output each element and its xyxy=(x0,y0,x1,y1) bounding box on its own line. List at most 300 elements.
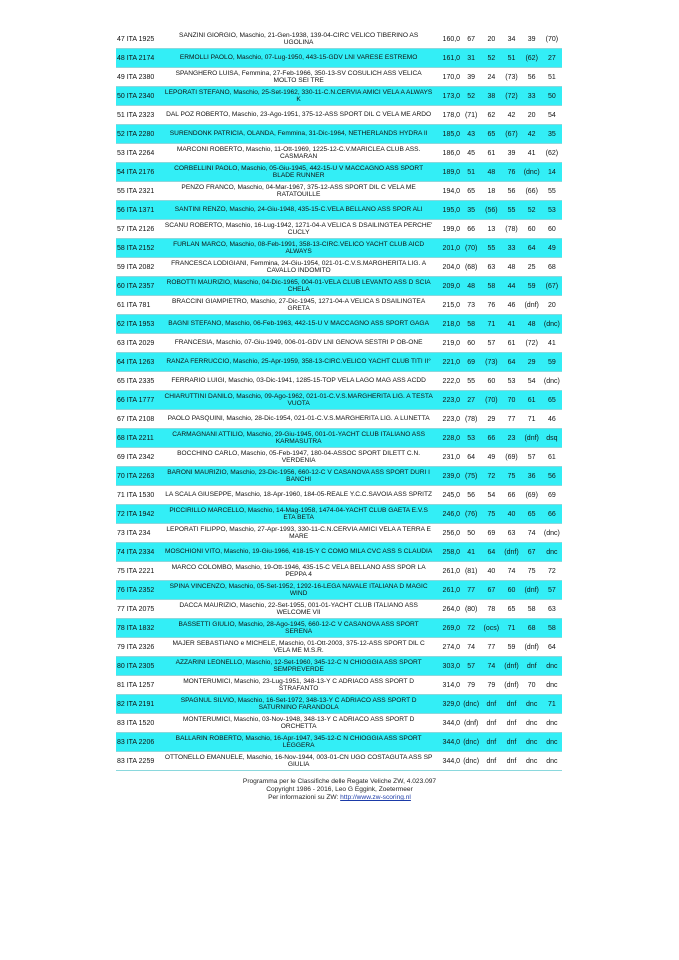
race-score-cell: 35 xyxy=(542,125,562,144)
total-points-cell: 173,0 xyxy=(434,87,461,106)
table-row xyxy=(116,49,562,68)
race-score-cell: 50 xyxy=(542,87,562,106)
race-score-cell: 79 xyxy=(461,676,481,695)
race-score-cell: (66) xyxy=(522,182,542,201)
competitor-cell: CHIARUTTINI DANILO, Maschio, 09-Ago-1962, 021-01-C.V.S.MARGHERITA LIG. A TESTA VUOTA xyxy=(163,391,433,410)
table-row xyxy=(116,296,562,315)
race-score-cell: 63 xyxy=(501,524,521,543)
total-points-cell: 314,0 xyxy=(434,676,461,695)
race-score-cell: 60 xyxy=(461,334,481,353)
table-row xyxy=(116,581,562,600)
race-score-cell: (69) xyxy=(501,448,521,467)
table-row xyxy=(116,410,562,429)
position-sail-cell: 61 ITA 781 xyxy=(116,296,163,315)
race-score-cell: dnf xyxy=(481,714,501,733)
competitor-cell: MONTERUMICI, Maschio, 23-Lug-1951, 348-13-Y C ADRIACO ASS SPORT D STRAFANTO xyxy=(163,676,433,695)
total-points-cell: 228,0 xyxy=(434,429,461,448)
total-points-cell: 204,0 xyxy=(434,258,461,277)
race-score-cell: 57 xyxy=(461,657,481,676)
race-score-cell: 63 xyxy=(542,600,562,619)
race-score-cell: 62 xyxy=(481,106,501,125)
race-score-cell: 55 xyxy=(542,182,562,201)
race-score-cell: 49 xyxy=(542,239,562,258)
race-score-cell: 72 xyxy=(461,619,481,638)
race-score-cell: (75) xyxy=(461,467,481,486)
position-sail-cell: 81 ITA 1257 xyxy=(116,676,163,695)
race-score-cell: 72 xyxy=(542,562,562,581)
race-score-cell: 27 xyxy=(542,49,562,68)
race-score-cell: 13 xyxy=(481,220,501,239)
table-row xyxy=(116,277,562,296)
competitor-cell: BRACCINI GIAMPIETRO, Maschio, 27-Dic-1945, 1271-04-A VELICA S DSAILINGTEA GRETA xyxy=(163,296,433,315)
position-sail-cell: 51 ITA 2323 xyxy=(116,106,163,125)
competitor-cell: SPINA VINCENZO, Maschio, 05-Set-1952, 1292-16-LEGA NAVALE ITALIANA D MAGIC WIND xyxy=(163,581,433,600)
race-score-cell: 43 xyxy=(461,125,481,144)
position-sail-cell: 63 ITA 2029 xyxy=(116,334,163,353)
table-row xyxy=(116,562,562,581)
position-sail-cell: 66 ITA 1777 xyxy=(116,391,163,410)
race-score-cell: 74 xyxy=(522,524,542,543)
total-points-cell: 215,0 xyxy=(434,296,461,315)
competitor-cell: PICCIRILLO MARCELLO, Maschio, 14-Mag-1958, 1474-04-YACHT CLUB GAETA E.V.S ETA BETA xyxy=(163,505,433,524)
race-score-cell: 50 xyxy=(461,524,481,543)
table-row xyxy=(116,448,562,467)
results-table xyxy=(116,30,562,771)
race-score-cell: (56) xyxy=(481,201,501,220)
race-score-cell: 77 xyxy=(461,581,481,600)
race-score-cell: 64 xyxy=(522,239,542,258)
race-score-cell: 66 xyxy=(481,429,501,448)
race-score-cell: 65 xyxy=(481,125,501,144)
total-points-cell: 194,0 xyxy=(434,182,461,201)
competitor-cell: FRANCESIA, Maschio, 07-Giu-1949, 006-01-GDV LNI GENOVA SESTRI P OB-ONE xyxy=(163,334,433,353)
race-score-cell: dnc xyxy=(522,714,542,733)
position-sail-cell: 67 ITA 2108 xyxy=(116,410,163,429)
race-score-cell: 41 xyxy=(542,334,562,353)
race-score-cell: 59 xyxy=(522,277,542,296)
total-points-cell: 199,0 xyxy=(434,220,461,239)
position-sail-cell: 50 ITA 2340 xyxy=(116,87,163,106)
total-points-cell: 160,0 xyxy=(434,30,461,49)
race-score-cell: 54 xyxy=(542,106,562,125)
competitor-cell: MOSCHIONI VITO, Maschio, 19-Giu-1966, 418-15-Y C COMO MILA CVC ASS S CLAUDIA xyxy=(163,543,433,562)
total-points-cell: 258,0 xyxy=(434,543,461,562)
position-sail-cell: 58 ITA 2152 xyxy=(116,239,163,258)
competitor-cell: OTTONELLO EMANUELE, Maschio, 16-Nov-1944, 003-01-CN UGO COSTAGUTA ASS SP GIULIA xyxy=(163,752,433,771)
race-score-cell: 51 xyxy=(501,49,521,68)
position-sail-cell: 80 ITA 2305 xyxy=(116,657,163,676)
total-points-cell: 209,0 xyxy=(434,277,461,296)
race-score-cell: 20 xyxy=(481,30,501,49)
table-row xyxy=(116,220,562,239)
footer-info-prefix: Per informazioni su ZW: xyxy=(268,794,341,801)
race-score-cell: (dnc) xyxy=(542,372,562,391)
race-score-cell: (78) xyxy=(501,220,521,239)
position-sail-cell: 83 ITA 2206 xyxy=(116,733,163,752)
race-score-cell: (62) xyxy=(522,49,542,68)
race-score-cell: 61 xyxy=(481,144,501,163)
race-score-cell: 65 xyxy=(461,182,481,201)
race-score-cell: dnc xyxy=(542,714,562,733)
total-points-cell: 223,0 xyxy=(434,410,461,429)
race-score-cell: (dnf) xyxy=(522,296,542,315)
table-row xyxy=(116,144,562,163)
table-row xyxy=(116,619,562,638)
table-row xyxy=(116,752,562,771)
table-row xyxy=(116,524,562,543)
race-score-cell: (73) xyxy=(501,68,521,87)
total-points-cell: 274,0 xyxy=(434,638,461,657)
race-score-cell: 45 xyxy=(461,144,481,163)
table-row xyxy=(116,638,562,657)
table-row xyxy=(116,600,562,619)
table-row xyxy=(116,353,562,372)
race-score-cell: 14 xyxy=(542,163,562,182)
total-points-cell: 178,0 xyxy=(434,106,461,125)
race-score-cell: (73) xyxy=(481,353,501,372)
competitor-cell: SPANGHERO LUISA, Femmina, 27-Feb-1966, 350-13-SV COSULICH ASS VELICA MOLTO SEI TRE xyxy=(163,68,433,87)
competitor-cell: BAGNI STEFANO, Maschio, 06-Feb-1963, 442-15-U V MACCAGNO ASS SPORT GAGA xyxy=(163,315,433,334)
competitor-cell: LA SCALA GIUSEPPE, Maschio, 18-Apr-1960, 184-05-REALE Y.C.C.SAVOIA ASS SPRITZ xyxy=(163,486,433,505)
race-score-cell: (dnf) xyxy=(522,581,542,600)
race-score-cell: 57 xyxy=(481,334,501,353)
total-points-cell: 223,0 xyxy=(434,391,461,410)
total-points-cell: 245,0 xyxy=(434,486,461,505)
position-sail-cell: 55 ITA 2321 xyxy=(116,182,163,201)
race-score-cell: 54 xyxy=(481,486,501,505)
position-sail-cell: 69 ITA 2342 xyxy=(116,448,163,467)
competitor-cell: ERMOLLI PAOLO, Maschio, 07-Lug-1950, 443-15-GDV LNI VARESE ESTREMO xyxy=(163,49,433,68)
race-score-cell: 55 xyxy=(461,372,481,391)
race-score-cell: 67 xyxy=(461,30,481,49)
race-score-cell: (70) xyxy=(461,239,481,258)
table-row xyxy=(116,391,562,410)
race-score-cell: (dnc) xyxy=(461,733,481,752)
race-score-cell: dnc xyxy=(522,733,542,752)
position-sail-cell: 49 ITA 2380 xyxy=(116,68,163,87)
table-row xyxy=(116,239,562,258)
race-score-cell: (dnf) xyxy=(522,638,542,657)
race-score-cell: dnf xyxy=(501,695,521,714)
competitor-cell: ROBOTTI MAURIZIO, Maschio, 04-Dic-1965, 004-01-VELA CLUB LEVANTO ASS D SCIA CHELA xyxy=(163,277,433,296)
race-score-cell: 48 xyxy=(481,163,501,182)
race-score-cell: 57 xyxy=(522,448,542,467)
total-points-cell: 344,0 xyxy=(434,714,461,733)
position-sail-cell: 77 ITA 2075 xyxy=(116,600,163,619)
race-score-cell: dnf xyxy=(481,752,501,771)
race-score-cell: dnc xyxy=(542,733,562,752)
total-points-cell: 344,0 xyxy=(434,733,461,752)
race-score-cell: 64 xyxy=(461,448,481,467)
race-score-cell: 75 xyxy=(481,505,501,524)
total-points-cell: 246,0 xyxy=(434,505,461,524)
table-row xyxy=(116,334,562,353)
table-row xyxy=(116,676,562,695)
race-score-cell: 63 xyxy=(481,258,501,277)
race-score-cell: 64 xyxy=(501,353,521,372)
total-points-cell: 186,0 xyxy=(434,144,461,163)
race-score-cell: 71 xyxy=(481,315,501,334)
position-sail-cell: 64 ITA 1263 xyxy=(116,353,163,372)
race-score-cell: 60 xyxy=(542,220,562,239)
race-score-cell: 74 xyxy=(501,562,521,581)
race-score-cell: 71 xyxy=(501,619,521,638)
total-points-cell: 185,0 xyxy=(434,125,461,144)
position-sail-cell: 72 ITA 1942 xyxy=(116,505,163,524)
race-score-cell: 48 xyxy=(522,315,542,334)
race-score-cell: (dnf) xyxy=(501,543,521,562)
race-score-cell: (68) xyxy=(461,258,481,277)
race-score-cell: (dnc) xyxy=(542,315,562,334)
race-score-cell: dnf xyxy=(501,733,521,752)
race-score-cell: 39 xyxy=(461,68,481,87)
race-score-cell: 57 xyxy=(542,581,562,600)
race-score-cell: 40 xyxy=(501,505,521,524)
position-sail-cell: 75 ITA 2221 xyxy=(116,562,163,581)
race-score-cell: 38 xyxy=(481,87,501,106)
race-score-cell: 77 xyxy=(501,410,521,429)
race-score-cell: (81) xyxy=(461,562,481,581)
race-score-cell: dnc xyxy=(542,676,562,695)
race-score-cell: 76 xyxy=(501,163,521,182)
footer-copyright-line: Copyright 1986 - 2016, Leo G Eggink, Zoetermeer xyxy=(266,786,413,793)
race-score-cell: 24 xyxy=(481,68,501,87)
race-score-cell: 54 xyxy=(522,372,542,391)
position-sail-cell: 48 ITA 2174 xyxy=(116,49,163,68)
table-row xyxy=(116,87,562,106)
total-points-cell: 264,0 xyxy=(434,600,461,619)
position-sail-cell: 79 ITA 2326 xyxy=(116,638,163,657)
table-row xyxy=(116,315,562,334)
race-score-cell: 53 xyxy=(501,372,521,391)
table-row xyxy=(116,467,562,486)
race-score-cell: 48 xyxy=(501,258,521,277)
position-sail-cell: 54 ITA 2176 xyxy=(116,163,163,182)
position-sail-cell: 70 ITA 2263 xyxy=(116,467,163,486)
race-score-cell: 58 xyxy=(542,619,562,638)
footer-info-line xyxy=(0,794,679,802)
race-score-cell: 44 xyxy=(501,277,521,296)
race-score-cell: (62) xyxy=(542,144,562,163)
race-score-cell: (76) xyxy=(461,505,481,524)
race-score-cell: (ocs) xyxy=(481,619,501,638)
race-score-cell: 58 xyxy=(481,277,501,296)
competitor-cell: DAL POZ ROBERTO, Maschio, 23-Ago-1951, 375-12-ASS SPORT DIL C VELA ME ARDO xyxy=(163,106,433,125)
race-score-cell: 71 xyxy=(522,410,542,429)
table-row xyxy=(116,68,562,87)
race-score-cell: 56 xyxy=(501,182,521,201)
race-score-cell: 39 xyxy=(501,144,521,163)
competitor-cell: LEPORATI STEFANO, Maschio, 25-Set-1962, 330-11-C.N.CERVIA AMICI VELA A ALWAYS K xyxy=(163,87,433,106)
race-score-cell: 74 xyxy=(461,638,481,657)
competitor-cell: AZZARINI LEONELLO, Maschio, 12-Set-1960, 345-12-C N CHIOGGIA ASS SPORT SEMPREVERDE xyxy=(163,657,433,676)
race-score-cell: 20 xyxy=(522,106,542,125)
race-score-cell: (69) xyxy=(522,486,542,505)
race-score-cell: dnf xyxy=(481,695,501,714)
race-score-cell: 51 xyxy=(461,163,481,182)
table-row xyxy=(116,543,562,562)
race-score-cell: 23 xyxy=(501,429,521,448)
race-score-cell: 36 xyxy=(522,467,542,486)
race-score-cell: 31 xyxy=(461,49,481,68)
table-row xyxy=(116,733,562,752)
position-sail-cell: 47 ITA 1925 xyxy=(116,30,163,49)
race-score-cell: dsq xyxy=(542,429,562,448)
competitor-cell: CARMAGNANI ATTILIO, Maschio, 29-Giu-1945, 001-01-YACHT CLUB ITALIANO ASS KARMASUTRA xyxy=(163,429,433,448)
competitor-cell: FURLAN MARCO, Maschio, 08-Feb-1991, 358-13-CIRC.VELICO YACHT CLUB AICD ALWAYS xyxy=(163,239,433,258)
race-score-cell: 65 xyxy=(542,391,562,410)
race-score-cell: 20 xyxy=(542,296,562,315)
table-row xyxy=(116,695,562,714)
race-score-cell: 64 xyxy=(481,543,501,562)
position-sail-cell: 59 ITA 2082 xyxy=(116,258,163,277)
race-score-cell: (70) xyxy=(542,30,562,49)
race-score-cell: 51 xyxy=(542,68,562,87)
race-score-cell: 67 xyxy=(522,543,542,562)
race-score-cell: 29 xyxy=(522,353,542,372)
race-score-cell: (dnf) xyxy=(501,657,521,676)
race-score-cell: (80) xyxy=(461,600,481,619)
race-score-cell: 56 xyxy=(522,68,542,87)
race-score-cell: dnc xyxy=(542,752,562,771)
race-score-cell: (dnc) xyxy=(522,163,542,182)
total-points-cell: 195,0 xyxy=(434,201,461,220)
race-score-cell: 76 xyxy=(481,296,501,315)
race-score-cell: 53 xyxy=(542,201,562,220)
competitor-cell: FRANCESCA LODIGIANI, Femmina, 24-Giu-1954, 021-01-C.V.S.MARGHERITA LIG. A CAVALLO INDOMITO xyxy=(163,258,433,277)
position-sail-cell: 73 ITA 234 xyxy=(116,524,163,543)
race-score-cell: 18 xyxy=(481,182,501,201)
race-score-cell: 70 xyxy=(501,391,521,410)
race-score-cell: dnc xyxy=(542,543,562,562)
race-score-cell: 42 xyxy=(501,106,521,125)
race-score-cell: 60 xyxy=(522,220,542,239)
race-score-cell: dnf xyxy=(522,657,542,676)
table-row xyxy=(116,657,562,676)
race-score-cell: 41 xyxy=(461,543,481,562)
competitor-cell: RANZA FERRUCCIO, Maschio, 25-Apr-1959, 358-13-CIRC.VELICO YACHT CLUB TITI II° xyxy=(163,353,433,372)
footer xyxy=(0,778,679,802)
race-score-cell: 66 xyxy=(461,220,481,239)
position-sail-cell: 57 ITA 2126 xyxy=(116,220,163,239)
race-score-cell: dnf xyxy=(501,752,521,771)
race-score-cell: dnc xyxy=(522,752,542,771)
race-score-cell: 55 xyxy=(501,201,521,220)
competitor-cell: MAJER SEBASTIANO e MICHELE, Maschio, 01-Ott-2003, 375-12-ASS SPORT DIL C VELA ME M.S.R. xyxy=(163,638,433,657)
table-row xyxy=(116,505,562,524)
race-score-cell: 46 xyxy=(501,296,521,315)
total-points-cell: 222,0 xyxy=(434,372,461,391)
competitor-cell: MARCONI ROBERTO, Maschio, 11-Ott-1969, 1225-12-C.V.MARICLEA CLUB ASS. CASMARAN xyxy=(163,144,433,163)
race-score-cell: 39 xyxy=(522,30,542,49)
race-score-cell: (67) xyxy=(542,277,562,296)
table-row xyxy=(116,163,562,182)
race-score-cell: (78) xyxy=(461,410,481,429)
race-score-cell: 77 xyxy=(481,638,501,657)
position-sail-cell: 60 ITA 2357 xyxy=(116,277,163,296)
race-score-cell: 55 xyxy=(481,239,501,258)
table-row xyxy=(116,182,562,201)
race-score-cell: 67 xyxy=(481,581,501,600)
race-score-cell: (72) xyxy=(522,334,542,353)
race-score-cell: 68 xyxy=(522,619,542,638)
position-sail-cell: 78 ITA 1832 xyxy=(116,619,163,638)
race-score-cell: 69 xyxy=(461,353,481,372)
total-points-cell: 170,0 xyxy=(434,68,461,87)
competitor-cell: CORBELLINI PAOLO, Maschio, 05-Giu-1945, 442-15-U V MACCAGNO ASS SPORT BLADE RUNNER xyxy=(163,163,433,182)
race-score-cell: 66 xyxy=(542,505,562,524)
race-score-cell: 59 xyxy=(542,353,562,372)
race-score-cell: dnc xyxy=(542,657,562,676)
race-score-cell: dnf xyxy=(481,733,501,752)
position-sail-cell: 62 ITA 1953 xyxy=(116,315,163,334)
competitor-cell: SPAGNUL SILVIO, Maschio, 16-Set-1972, 348-13-Y C ADRIACO ASS SPORT D SATURNINO FARANDOLA xyxy=(163,695,433,714)
race-score-cell: 65 xyxy=(522,505,542,524)
total-points-cell: 221,0 xyxy=(434,353,461,372)
race-score-cell: 58 xyxy=(522,600,542,619)
footer-website-link[interactable]: http://www.zw-scoring.nl xyxy=(340,794,411,801)
total-points-cell: 261,0 xyxy=(434,562,461,581)
competitor-cell: FERRARIO LUIGI, Maschio, 03-Dic-1941, 1285-15-TOP VELA LAGO MAG ASS ACDD xyxy=(163,372,433,391)
position-sail-cell: 65 ITA 2335 xyxy=(116,372,163,391)
race-score-cell: 60 xyxy=(501,581,521,600)
race-score-cell: 69 xyxy=(481,524,501,543)
race-score-cell: dnf xyxy=(501,714,521,733)
race-score-cell: (70) xyxy=(481,391,501,410)
total-points-cell: 239,0 xyxy=(434,467,461,486)
position-sail-cell: 53 ITA 2264 xyxy=(116,144,163,163)
race-score-cell: 61 xyxy=(501,334,521,353)
race-score-cell: (dnf) xyxy=(522,429,542,448)
race-score-cell: 58 xyxy=(461,315,481,334)
race-score-cell: 60 xyxy=(481,372,501,391)
competitor-cell: LEPORATI FILIPPO, Maschio, 27-Apr-1993, 330-11-C.N.CERVIA AMICI VELA A TERRA E MARE xyxy=(163,524,433,543)
table-row xyxy=(116,486,562,505)
race-score-cell: 56 xyxy=(542,467,562,486)
race-score-cell: 34 xyxy=(501,30,521,49)
competitor-cell: SANZINI GIORGIO, Maschio, 21-Gen-1938, 139-04-CIRC VELICO TIBERINO AS UGOLINA xyxy=(163,30,433,49)
race-score-cell: (71) xyxy=(461,106,481,125)
race-score-cell: 71 xyxy=(542,695,562,714)
race-score-cell: 73 xyxy=(461,296,481,315)
total-points-cell: 303,0 xyxy=(434,657,461,676)
race-score-cell: (dnc) xyxy=(461,752,481,771)
race-score-cell: 46 xyxy=(542,410,562,429)
total-points-cell: 269,0 xyxy=(434,619,461,638)
race-score-cell: 42 xyxy=(522,125,542,144)
race-score-cell: 72 xyxy=(481,467,501,486)
position-sail-cell: 74 ITA 2334 xyxy=(116,543,163,562)
race-score-cell: 52 xyxy=(481,49,501,68)
race-score-cell: 35 xyxy=(461,201,481,220)
competitor-cell: SURENDONK PATRICIA, OLANDA, Femmina, 31-Dic-1964, NETHERLANDS HYDRA II xyxy=(163,125,433,144)
race-score-cell: 79 xyxy=(481,676,501,695)
competitor-cell: DACCA MAURIZIO, Maschio, 22-Set-1955, 001-01-YACHT CLUB ITALIANO ASS WELCOME VII xyxy=(163,600,433,619)
table-row xyxy=(116,106,562,125)
total-points-cell: 344,0 xyxy=(434,752,461,771)
total-points-cell: 201,0 xyxy=(434,239,461,258)
total-points-cell: 219,0 xyxy=(434,334,461,353)
race-score-cell: 52 xyxy=(522,201,542,220)
race-score-cell: 75 xyxy=(501,467,521,486)
race-score-cell: dnc xyxy=(522,695,542,714)
race-score-cell: (72) xyxy=(501,87,521,106)
table-row xyxy=(116,201,562,220)
race-score-cell: (dnc) xyxy=(461,695,481,714)
race-score-cell: 40 xyxy=(481,562,501,581)
total-points-cell: 256,0 xyxy=(434,524,461,543)
race-score-cell: 68 xyxy=(542,258,562,277)
